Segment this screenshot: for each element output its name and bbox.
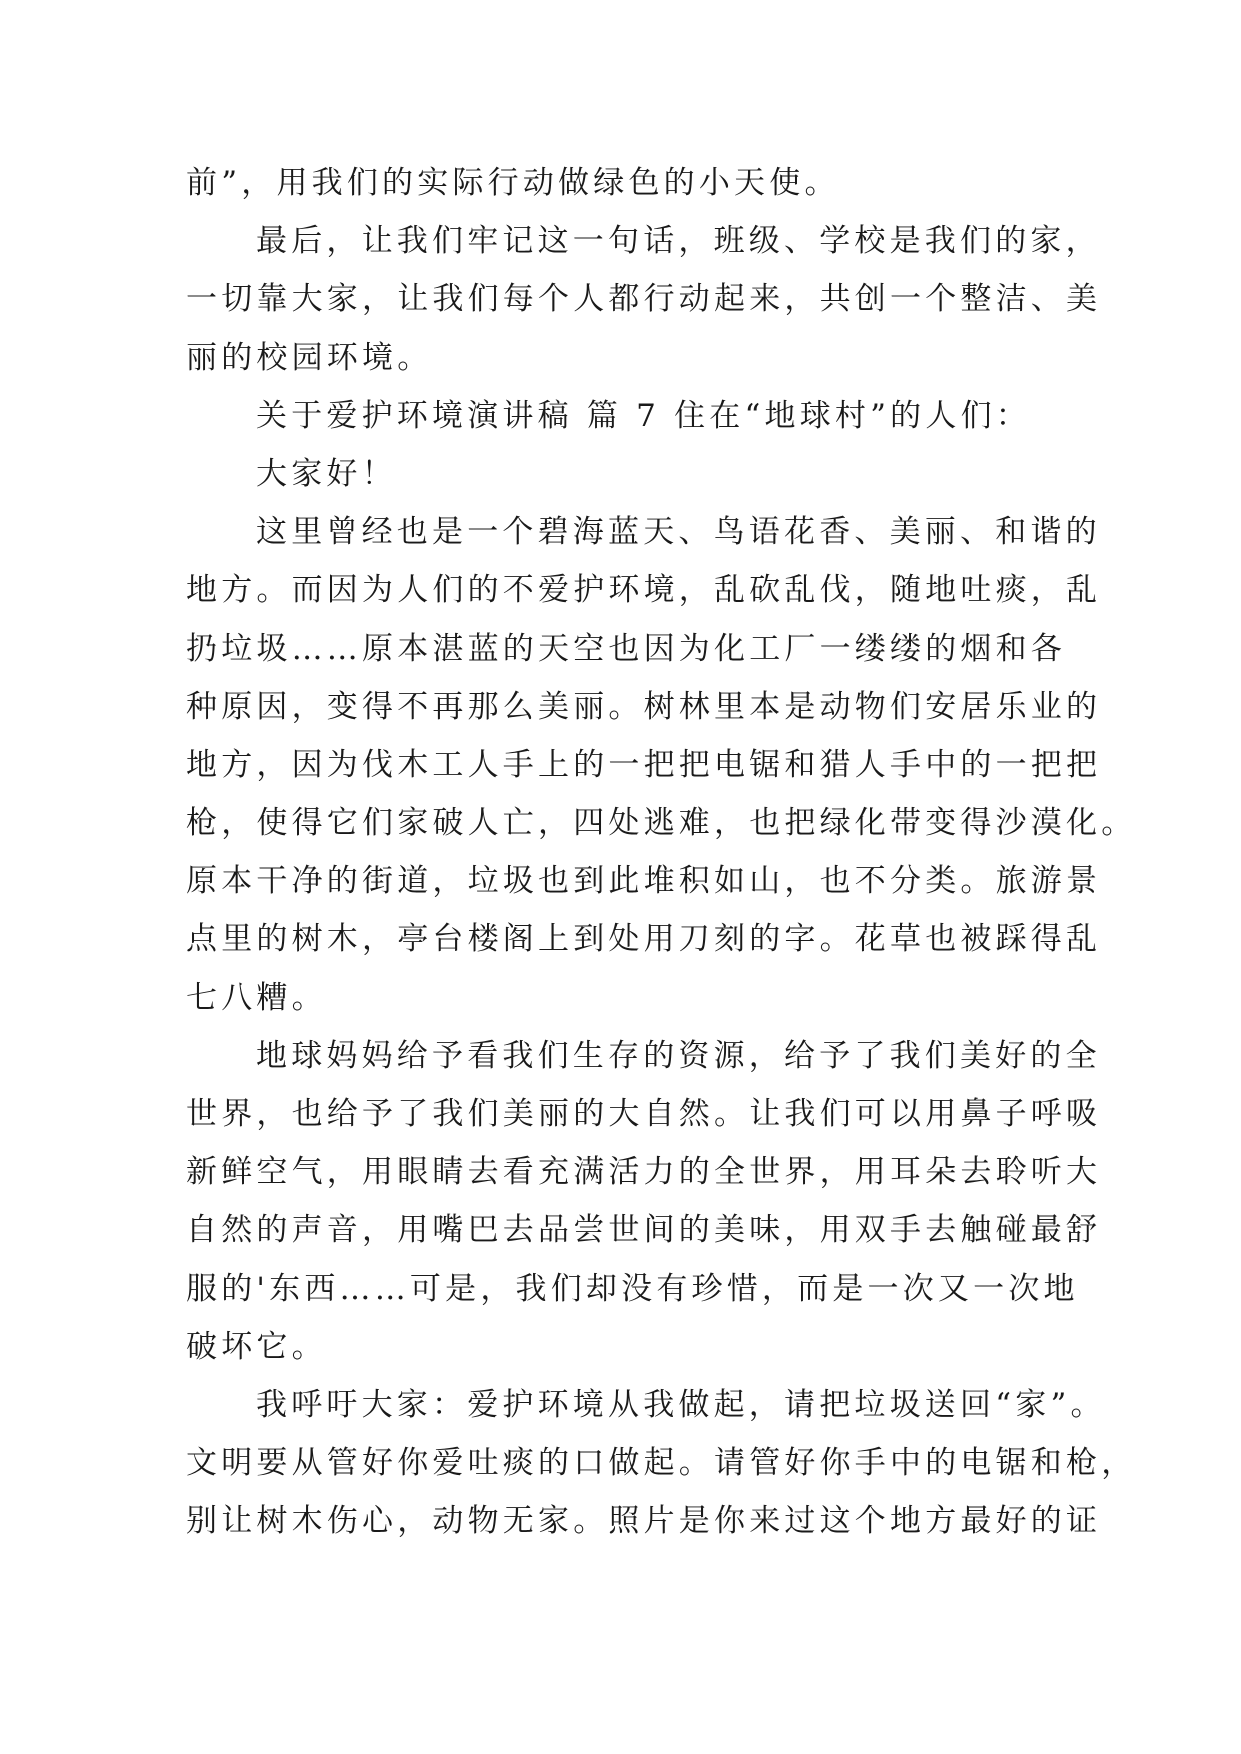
text-line: 地方。而因为人们的不爱护环境，乱砍乱伐，随地吐痰，乱 [186,572,1102,609]
text-line: 扔垃圾……原本湛蓝的天空也因为化工厂一缕缕的烟和各 [186,630,1066,667]
text-line: 文明要从管好你爱吐痰的口做起。请管好你手中的电锯和枪， [186,1445,1137,1482]
text-line: 地球妈妈给予看我们生存的资源，给予了我们美好的全 [256,1037,1101,1074]
text-line: 这里曾经也是一个碧海蓝天、鸟语花香、美丽、和谐的 [256,514,1101,551]
text-line: 服的'东西……可是，我们却没有珍惜，而是一次又一次地 [186,1270,1079,1307]
body-text [186,154,1137,1551]
text-line: 地方，因为伐木工人手上的一把把电锯和猎人手中的一把把 [186,746,1102,783]
text-line: 一切靠大家，让我们每个人都行动起来，共创一个整洁、美 [186,281,1102,318]
text-line: 枪，使得它们家破人亡，四处逃难，也把绿化带变得沙漠化。 [186,805,1137,842]
text-line: 我呼吁大家：爱护环境从我做起，请把垃圾送回“家”。 [256,1386,1106,1423]
text-line: 破坏它。 [186,1328,327,1365]
text-line: 最后，让我们牢记这一句话，班级、学校是我们的家， [256,223,1101,260]
text-line: 新鲜空气，用眼睛去看充满活力的全世界，用耳朵去聆听大 [186,1154,1102,1191]
text-line: 七八糟。 [186,979,327,1016]
section-heading: 关于爱护环境演讲稿 篇 7 住在“地球村”的人们： [256,397,1031,434]
text-line: 自然的声音，用嘴巴去品尝世间的美味，用双手去触碰最舒 [186,1212,1102,1249]
text-line: 世界，也给予了我们美丽的大自然。让我们可以用鼻子呼吸 [186,1096,1102,1132]
text-line: 前”，用我们的实际行动做绿色的小天使。 [186,165,840,201]
greeting: 大家好！ [256,455,397,492]
text-line: 种原因，变得不再那么美丽。树林里本是动物们安居乐业的 [186,688,1102,725]
text-line: 别让树木伤心，动物无家。照片是你来过这个地方最好的证 [186,1503,1102,1540]
text-line: 丽的校园环境。 [186,339,433,376]
text-line: 点里的树木，亭台楼阁上到处用刀刻的字。花草也被踩得乱 [186,921,1102,958]
text-line: 原本干净的街道，垃圾也到此堆积如山，也不分类。旅游景 [186,863,1102,900]
